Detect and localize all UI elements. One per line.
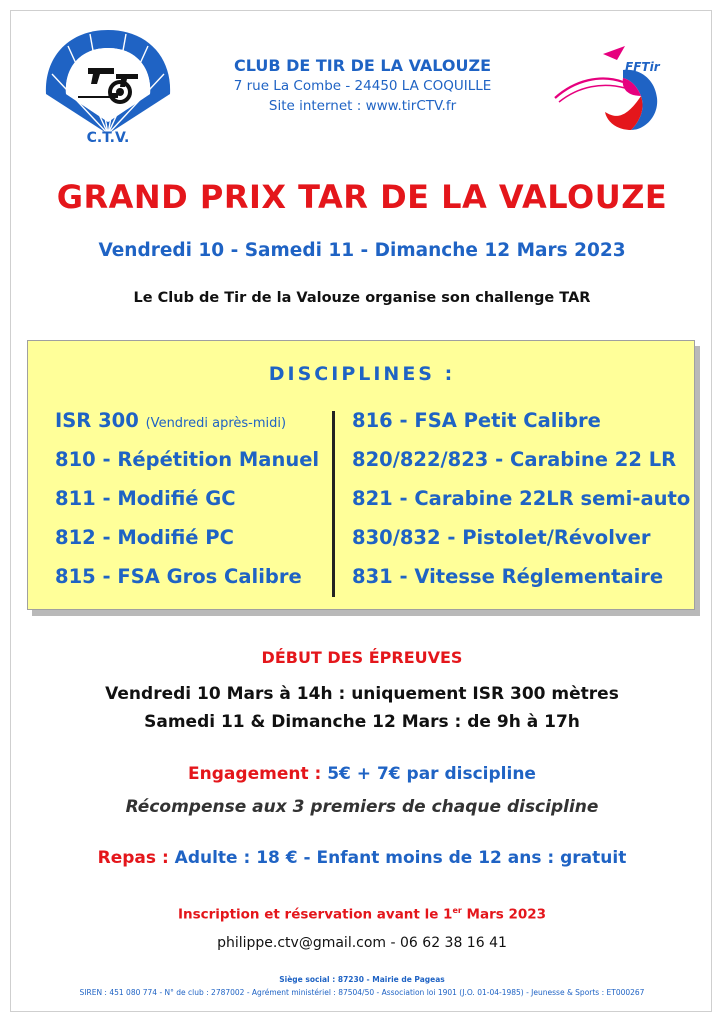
registration-text-end: Mars 2023 (461, 906, 547, 923)
discipline-label: 811 - Modifié GC (55, 487, 236, 510)
discipline-item (352, 564, 690, 603)
discipline-label: 821 - Carabine 22LR semi-auto (352, 487, 691, 510)
footer-siege: Siège social : 87230 - Mairie de Pageas (279, 975, 445, 984)
club-name: CLUB DE TIR DE LA VALOUZE (233, 56, 492, 75)
disciplines-box (27, 340, 695, 610)
event-dates: Vendredi 10 - Samedi 11 - Dimanche 12 Mars 2023 (98, 240, 626, 261)
discipline-label: 815 - FSA Gros Calibre (55, 565, 302, 588)
schedule-friday: Vendredi 10 Mars à 14h : uniquement ISR 300 mètres (105, 684, 619, 704)
discipline-label: ISR 300 (55, 409, 139, 432)
club-logo-initials: C.T.V. (86, 130, 130, 146)
club-logo (38, 22, 178, 150)
reward-text: Récompense aux 3 premiers de chaque discipline (125, 797, 599, 817)
discipline-item (55, 408, 319, 447)
meal-line (0, 848, 724, 868)
federation-logo (545, 40, 685, 135)
registration-superscript: er (452, 906, 462, 915)
meal-label: Repas : (97, 848, 169, 868)
disciplines-heading: DISCIPLINES : (268, 363, 456, 385)
registration-text: Inscription et réservation avant le 1 (177, 906, 453, 923)
discipline-item (352, 447, 690, 486)
discipline-item (55, 486, 319, 525)
discipline-item (55, 564, 319, 603)
disciplines-right-column (352, 408, 690, 603)
meal-value: Adulte : 18 € - Enfant moins de 12 ans : gratuit (174, 848, 627, 868)
footer-legal: SIREN : 451 080 774 - N° de club : 2787002 - Agrément ministériel : 87504/50 - Association loi 1901 (J.O. 01-04-1985) - Jeunesse & Sports : ET000267 (79, 988, 645, 997)
discipline-label: 820/822/823 - Carabine 22 LR (352, 448, 677, 471)
contact-info: philippe.ctv@gmail.com - 06 62 38 16 41 (217, 935, 507, 951)
federation-logo-text: FFTir (625, 60, 660, 74)
discipline-item (352, 486, 690, 525)
discipline-note: (Vendredi après-midi) (145, 416, 287, 431)
discipline-item (352, 525, 690, 564)
discipline-label: 810 - Répétition Manuel (55, 448, 320, 471)
club-address: 7 rue La Combe - 24450 LA COQUILLE (233, 78, 492, 94)
schedule-heading: DÉBUT DES ÉPREUVES (261, 648, 463, 667)
schedule-weekend: Samedi 11 & Dimanche 12 Mars : de 9h à 17h (144, 712, 580, 732)
event-title: GRAND PRIX TAR DE LA VALOUZE (56, 178, 668, 216)
discipline-label: 830/832 - Pistolet/Révolver (352, 526, 651, 549)
discipline-item (55, 525, 319, 564)
discipline-label: 831 - Vitesse Réglementaire (352, 565, 664, 588)
discipline-item (352, 408, 690, 447)
registration-deadline (0, 906, 724, 923)
disciplines-left-column (55, 408, 319, 603)
fees-line (0, 764, 724, 784)
event-intro: Le Club de Tir de la Valouze organise son challenge TAR (133, 290, 591, 306)
discipline-label: 812 - Modifié PC (55, 526, 234, 549)
discipline-item (55, 447, 319, 486)
club-website: Site internet : www.tirCTV.fr (268, 98, 457, 114)
disciplines-divider (332, 411, 335, 597)
discipline-label: 816 - FSA Petit Calibre (352, 409, 601, 432)
fees-label: Engagement : (188, 764, 322, 784)
fees-value: 5€ + 7€ par discipline (327, 764, 536, 784)
